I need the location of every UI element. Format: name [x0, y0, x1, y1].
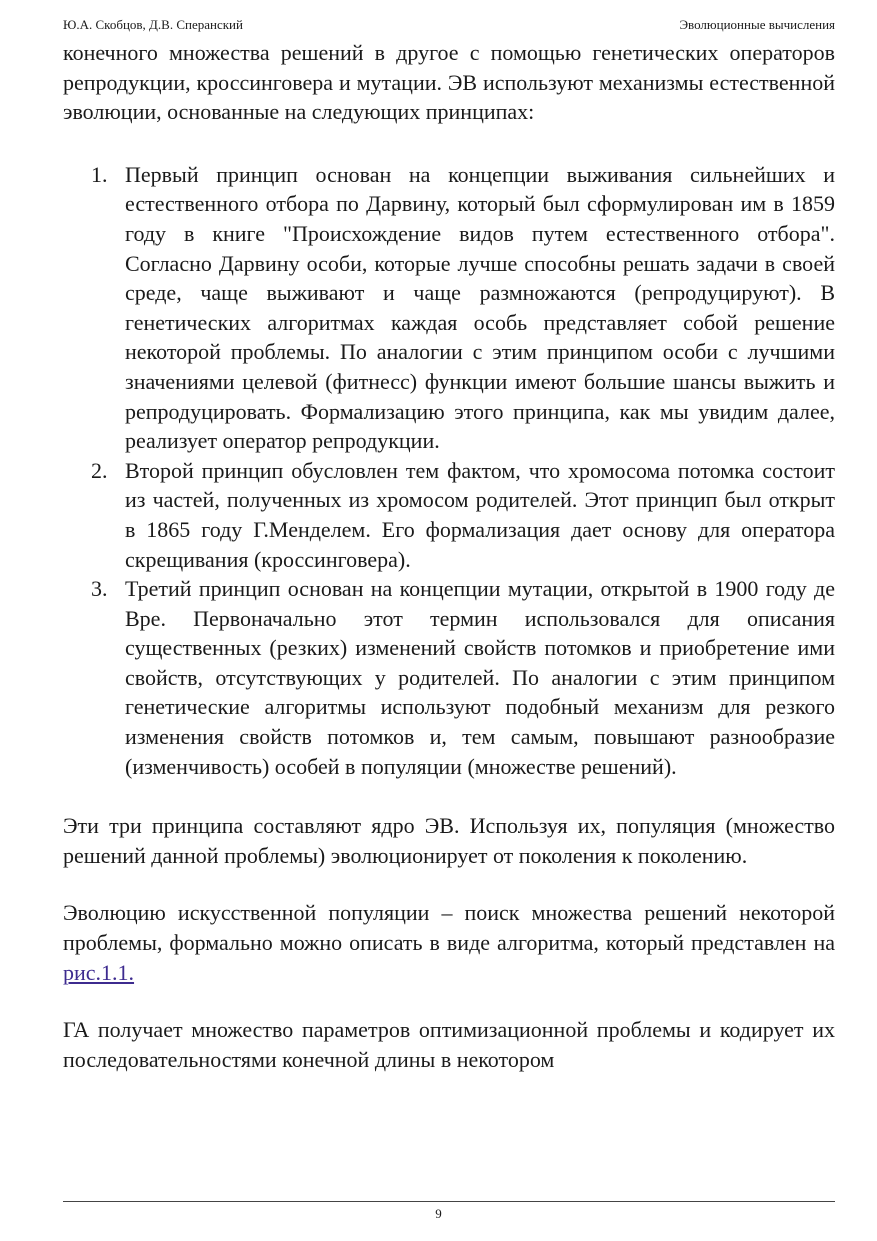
header-authors: Ю.А. Скобцов, Д.В. Сперанский	[63, 17, 243, 32]
principles-list	[63, 160, 835, 781]
figure-link[interactable]: рис.1.1.	[63, 959, 135, 985]
evolution-paragraph-text: Эволюцию искусственной популяции – поиск множества решений некоторой проблемы, формально можно описать в виде алгоритма, который представлен на	[63, 900, 835, 956]
page-body	[63, 38, 835, 1074]
list-item	[63, 160, 835, 456]
footer-divider	[63, 1201, 835, 1202]
header-title: Эволюционные вычисления	[679, 17, 835, 32]
list-item-text: Первый принцип основан на концепции выживания сильнейших и естественного отбора по Дарвину, который был сформулирован им в 1859 году в книге "Происхождение видов путем естественного отбора". Согласно Дарвину особи, которые лучше способны решать задачи в своей среде, чаще выживают и чаще размножаются (репродуцируют). В генетических алгоритмах каждая особь представляет собой решение некоторой проблемы. По аналогии с этим принципом особи с лучшими значениями целевой (фитнесс) функции имеют большие шансы выжить и репродуцировать. Формализацию этого принципа, как мы увидим далее, реализует оператор репродукции.	[125, 161, 835, 454]
list-item	[63, 574, 835, 781]
list-item	[63, 456, 835, 574]
list-item-text: Третий принцип основан на концепции мутации, открытой в 1900 году де Вре. Первоначально этот термин использовался для описания существенных (резких) изменений свойств потомков и приобретение ими свойств, отсутствующих у родителей. По аналогии с этим принципом генетические алгоритмы используют подобный механизм для резкого изменения свойств потомков и, тем самым, повышают разнообразие (изменчивость) особей в популяции (множестве решений).	[125, 576, 835, 779]
intro-paragraph: конечного множества решений в другое с помощью генетических операторов репродукции, кроссинговера и мутации. ЭВ используют механизмы естественной эволюции, основанные на следующих принципах:	[63, 40, 835, 125]
list-item-number: 1.	[91, 161, 108, 187]
ga-paragraph: ГА получает множество параметров оптимизационной проблемы и кодирует их последовательностями конечной длины в некотором	[63, 1017, 835, 1072]
list-item-text: Второй принцип обусловлен тем фактом, что хромосома потомка состоит из частей, полученных из хромосом родителей. Этот принцип был открыт в 1865 году Г.Менделем. Его формализация дает основу для оператора скрещивания (кроссинговера).	[125, 457, 835, 572]
list-item-number: 2.	[91, 457, 108, 483]
evolution-paragraph	[63, 898, 835, 987]
list-item-number: 3.	[91, 576, 108, 602]
page-number: 9	[435, 1206, 442, 1221]
core-paragraph: Эти три принципа составляют ядро ЭВ. Используя их, популяция (множество решений данной проблемы) эволюционирует от поколения к поколению.	[63, 813, 835, 868]
running-header	[63, 17, 835, 35]
